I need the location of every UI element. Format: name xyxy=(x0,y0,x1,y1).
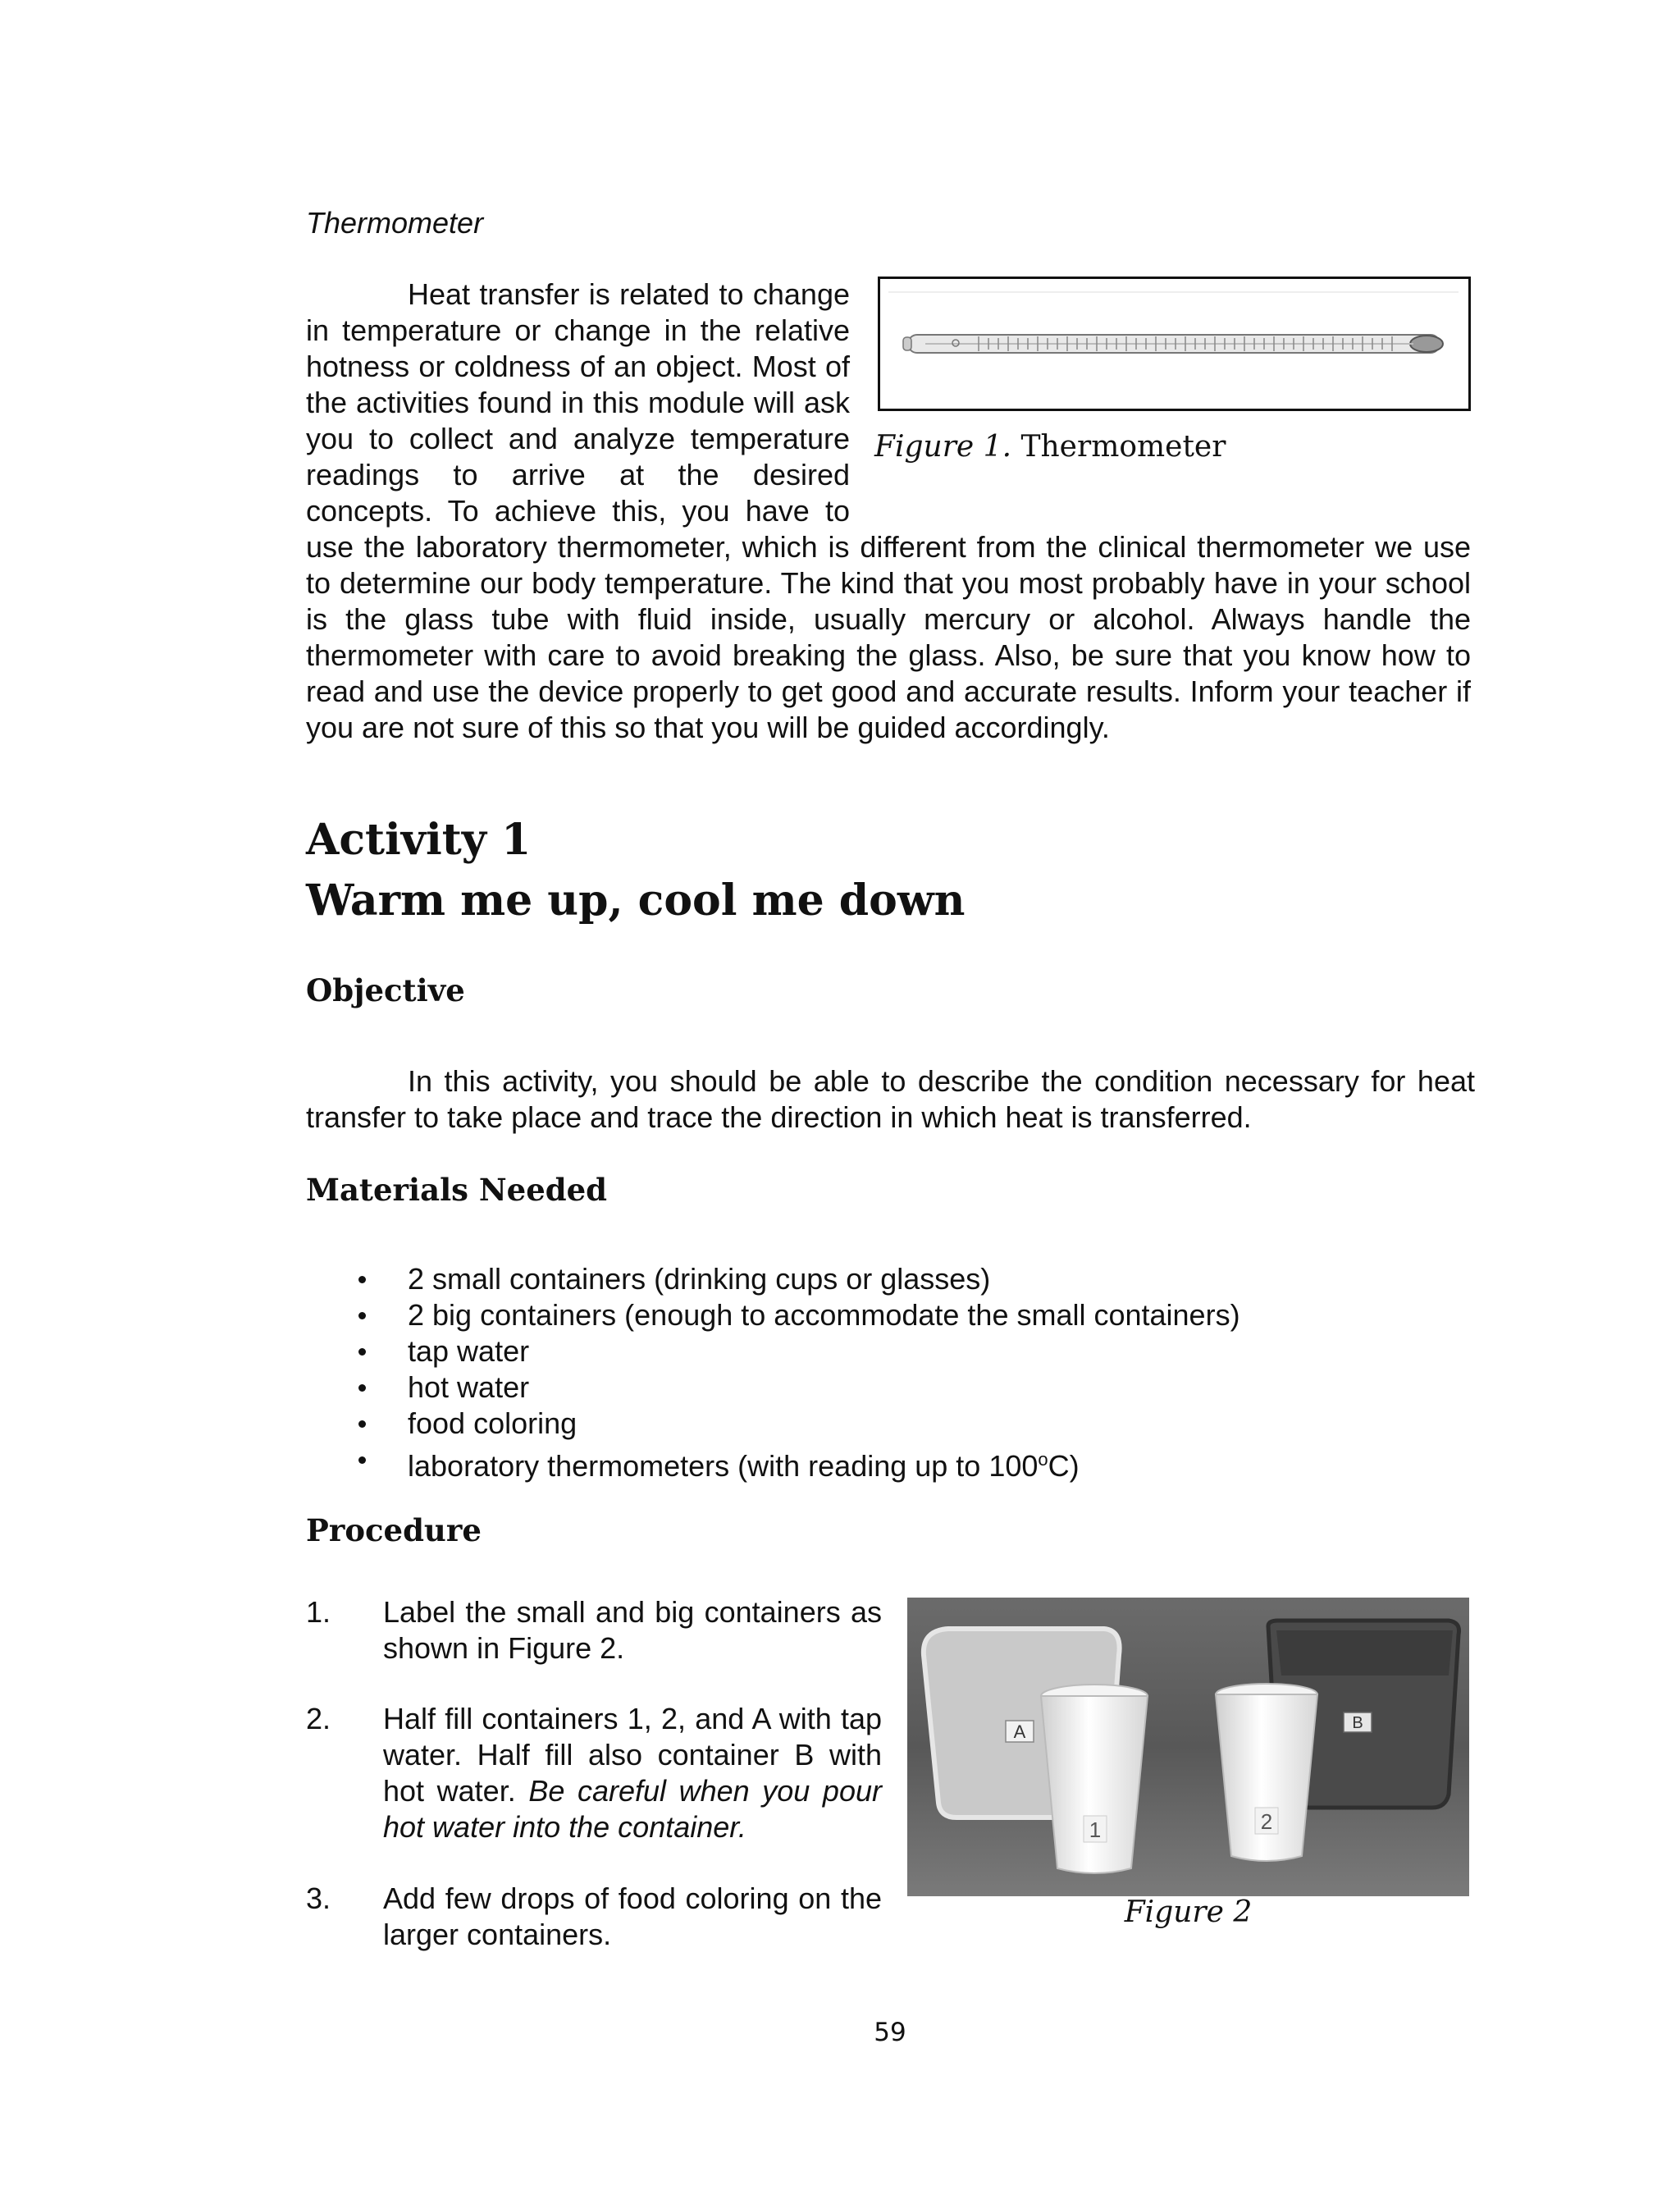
containers-photo-icon xyxy=(907,1598,1469,1896)
objective-heading: Objective xyxy=(306,972,465,1008)
label-container-a: A xyxy=(1013,1721,1026,1742)
figure-1-label: Figure 1. xyxy=(874,430,1012,464)
figure-2-caption: Figure 2 xyxy=(1124,1895,1253,1929)
list-item: food coloring xyxy=(306,1406,1475,1442)
procedure-step-1 xyxy=(306,1594,882,1667)
list-item: 2 big containers (enough to accommodate the small containers) xyxy=(306,1297,1475,1333)
objective-text: In this activity, you should be able to describe the condition necessary for heat transfer to take place and trace the direction in which heat is transferred. xyxy=(306,1064,1475,1134)
list-item: tap water xyxy=(306,1333,1475,1369)
step-text: Half fill containers 1, 2, and A with tap water. Half fill also container B with hot water. Be careful when you pour hot water into the container. xyxy=(383,1702,882,1844)
procedure-step-3 xyxy=(306,1881,882,1953)
figure-1-title: Thermometer xyxy=(1020,430,1226,464)
list-item: laboratory thermometers (with reading up to 100$^o$C) xyxy=(306,1442,1475,1484)
bullet-icon xyxy=(358,1420,366,1428)
materials-list xyxy=(306,1261,1475,1484)
bullet-icon xyxy=(358,1312,366,1319)
label-cup-2: 2 xyxy=(1260,1809,1273,1834)
bullet-icon xyxy=(358,1456,366,1464)
thermometer-image xyxy=(878,277,1471,411)
figure-2 xyxy=(907,1598,1469,1896)
step-number: 1. xyxy=(306,1595,331,1629)
activity-title: Warm me up, cool me down xyxy=(306,876,966,926)
thermometer-icon xyxy=(880,279,1468,409)
figure-1 xyxy=(874,277,1471,496)
procedure-heading: Procedure xyxy=(306,1512,482,1548)
step-text: Add few drops of food coloring on the larger containers. xyxy=(383,1881,882,1951)
label-cup-1: 1 xyxy=(1089,1817,1102,1842)
step-text: Label the small and big containers as shown in Figure 2. xyxy=(383,1595,882,1665)
list-item: hot water xyxy=(306,1369,1475,1406)
procedure-step-2 xyxy=(306,1701,882,1845)
bullet-icon xyxy=(358,1384,366,1392)
label-container-b: B xyxy=(1352,1714,1363,1732)
figure-1-caption xyxy=(874,429,1471,465)
bullet-icon xyxy=(358,1348,366,1356)
materials-heading: Materials Needed xyxy=(306,1172,608,1208)
section-title: Thermometer xyxy=(306,206,484,240)
page-number: 59 xyxy=(874,2018,906,2047)
intro-paragraph: Heat transfer is related to change in temperature or change in the relative hotness or coldness of an object. Most of the activities found in this module will ask you to collect and analyze temperature readings to arrive at the desired concepts. To achieve this, you have to use the laboratory thermometer, which is different from the clinical thermometer we use to determine our body temperature. The kind that you most probably have in your school is the glass tube with fluid inside, usually mercury or alcohol. Always handle the thermometer with care to avoid breaking the glass. Also, be sure that you know how to read and use the device properly to get good and accurate results. Inform your teacher if you are not sure of this so that you will be guided accordingly. xyxy=(306,277,1471,744)
step-number: 2. xyxy=(306,1702,331,1735)
activity-number: Activity 1 xyxy=(306,815,532,865)
intro-paragraph-block xyxy=(306,277,1471,746)
bullet-icon xyxy=(358,1276,366,1283)
list-item: 2 small containers (drinking cups or glasses) xyxy=(306,1261,1475,1297)
step-number: 3. xyxy=(306,1881,331,1915)
